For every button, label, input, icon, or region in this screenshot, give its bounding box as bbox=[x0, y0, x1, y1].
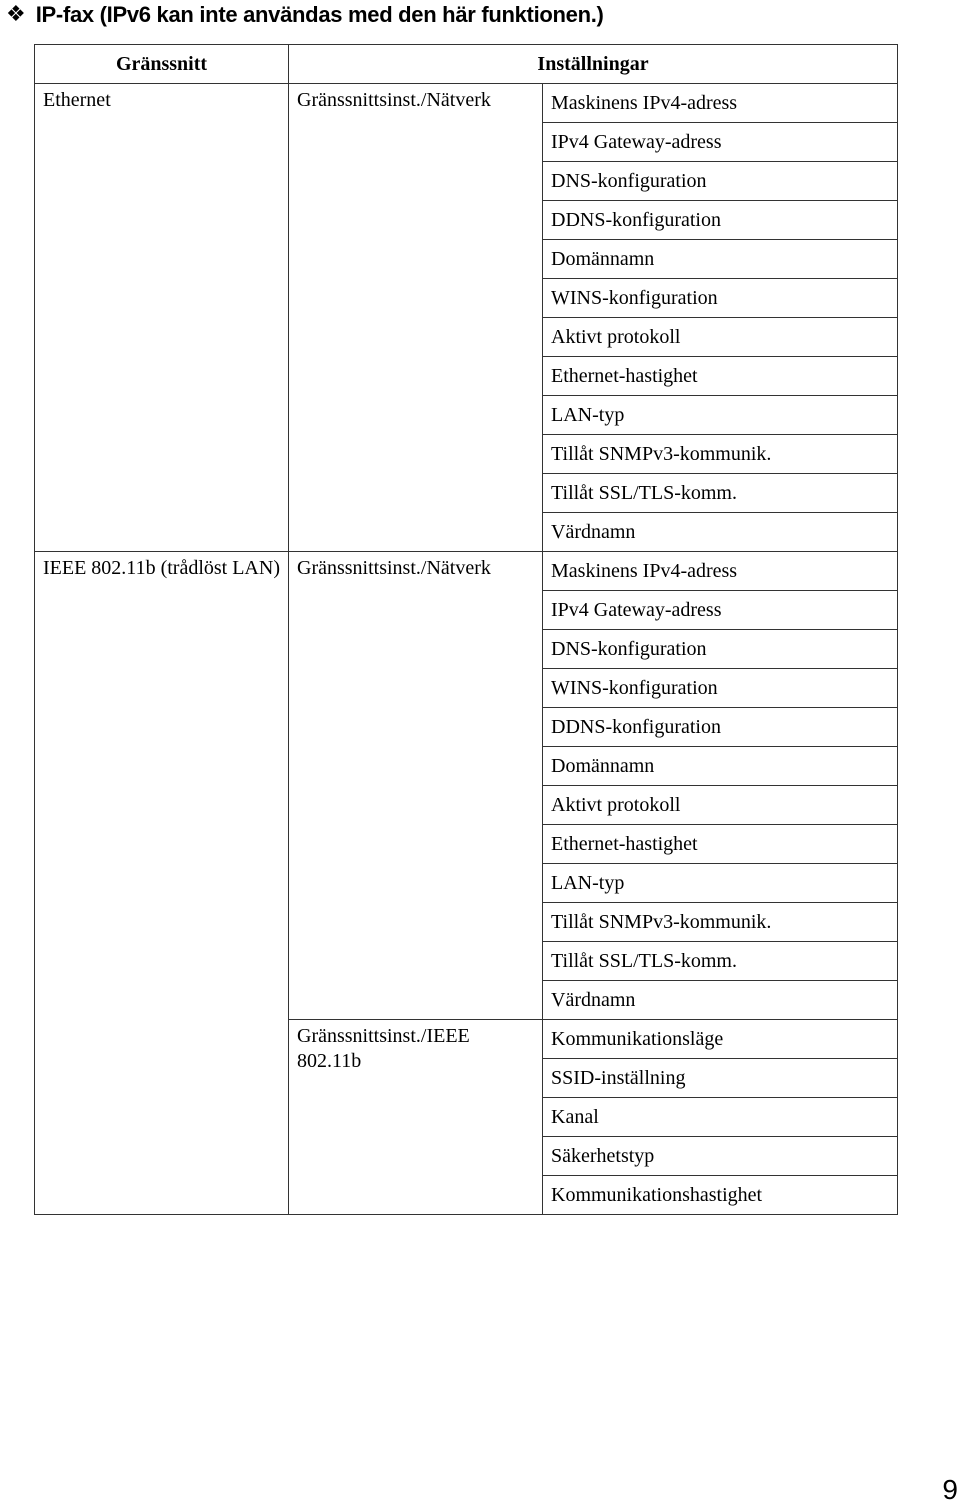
page-number: 9 bbox=[942, 1474, 958, 1505]
setting-item-cell: SSID-inställning bbox=[543, 1059, 898, 1098]
setting-item-cell: DDNS-konfiguration bbox=[543, 708, 898, 747]
setting-item-cell: Kommunikationsläge bbox=[543, 1020, 898, 1059]
setting-item-cell: Tillåt SNMPv3-kommunik. bbox=[543, 435, 898, 474]
setting-item-cell: LAN-typ bbox=[543, 864, 898, 903]
setting-item-cell: Värdnamn bbox=[543, 981, 898, 1020]
setting-item-cell: Tillåt SNMPv3-kommunik. bbox=[543, 903, 898, 942]
setting-item-cell: Kommunikationshastighet bbox=[543, 1176, 898, 1215]
setting-item-cell: Ethernet-hastighet bbox=[543, 825, 898, 864]
setting-item-cell: Maskinens IPv4-adress bbox=[543, 84, 898, 123]
setting-item-cell: LAN-typ bbox=[543, 396, 898, 435]
setting-item-cell: Säkerhetstyp bbox=[543, 1137, 898, 1176]
table-header-row bbox=[35, 45, 898, 84]
setting-item-cell: WINS-konfiguration bbox=[543, 669, 898, 708]
setting-item-cell: Aktivt protokoll bbox=[543, 786, 898, 825]
setting-item-cell: DDNS-konfiguration bbox=[543, 201, 898, 240]
setting-item-cell: Kanal bbox=[543, 1098, 898, 1137]
table-row bbox=[35, 84, 898, 123]
table-row bbox=[35, 552, 898, 591]
table-body bbox=[35, 84, 898, 1215]
header-interface: Gränssnitt bbox=[35, 45, 289, 84]
interface-cell: Ethernet bbox=[35, 84, 289, 552]
setting-item-cell: Domännamn bbox=[543, 747, 898, 786]
setting-item-cell: DNS-konfiguration bbox=[543, 162, 898, 201]
section-title: IP-fax (IPv6 kan inte användas med den här funktionen.) bbox=[35, 2, 604, 27]
setting-item-cell: WINS-konfiguration bbox=[543, 279, 898, 318]
menu-path-cell: Gränssnittsinst./IEEE 802.11b bbox=[289, 1020, 543, 1215]
setting-item-cell: DNS-konfiguration bbox=[543, 630, 898, 669]
setting-item-cell: Domännamn bbox=[543, 240, 898, 279]
diamond-bullet-icon: ❖ bbox=[6, 2, 26, 27]
menu-path-cell: Gränssnittsinst./Nätverk bbox=[289, 552, 543, 1020]
settings-table bbox=[34, 44, 898, 1215]
setting-item-cell: Maskinens IPv4-adress bbox=[543, 552, 898, 591]
section-heading bbox=[6, 0, 604, 30]
setting-item-cell: Ethernet-hastighet bbox=[543, 357, 898, 396]
setting-item-cell: IPv4 Gateway-adress bbox=[543, 123, 898, 162]
setting-item-cell: Aktivt protokoll bbox=[543, 318, 898, 357]
setting-item-cell: IPv4 Gateway-adress bbox=[543, 591, 898, 630]
setting-item-cell: Värdnamn bbox=[543, 513, 898, 552]
header-settings: Inställningar bbox=[289, 45, 898, 84]
interface-cell: IEEE 802.11b (trådlöst LAN) bbox=[35, 552, 289, 1215]
setting-item-cell: Tillåt SSL/TLS-komm. bbox=[543, 474, 898, 513]
setting-item-cell: Tillåt SSL/TLS-komm. bbox=[543, 942, 898, 981]
menu-path-cell: Gränssnittsinst./Nätverk bbox=[289, 84, 543, 552]
